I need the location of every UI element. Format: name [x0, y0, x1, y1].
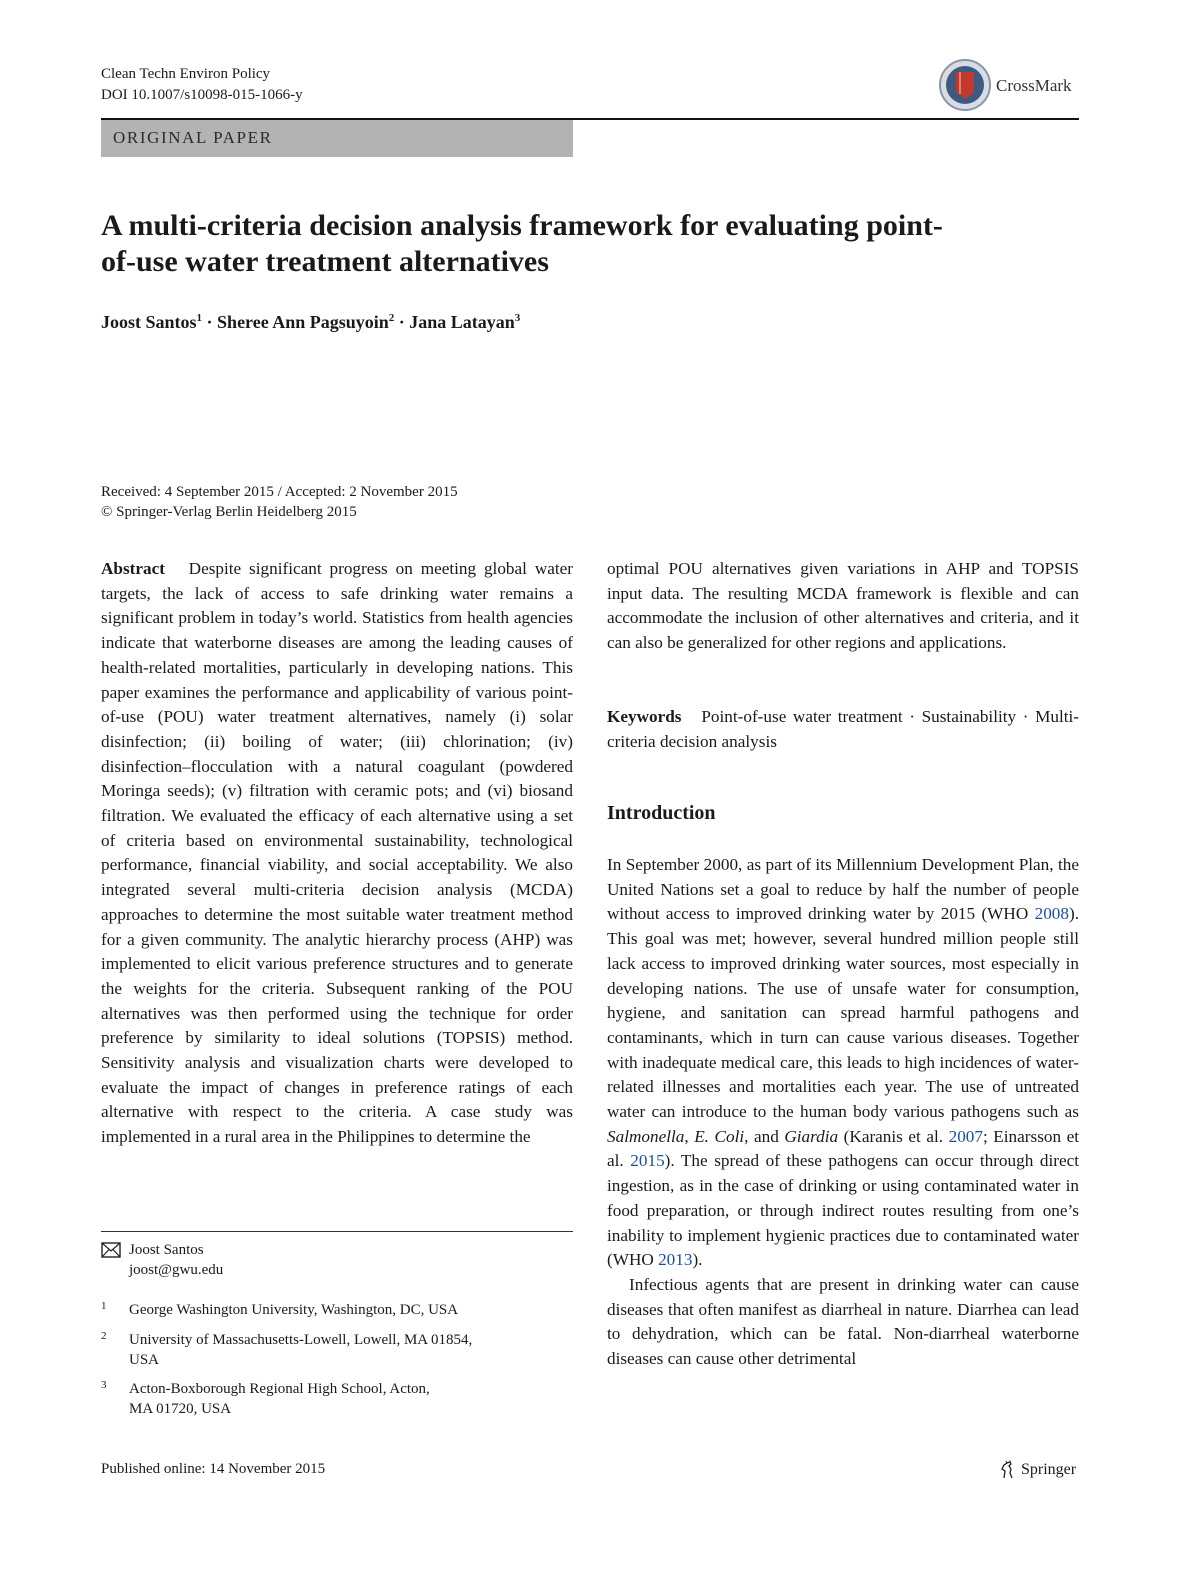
crossmark-label: CrossMark	[996, 76, 1072, 95]
abstract-continuation	[607, 557, 1079, 656]
doi[interactable]: DOI 10.1007/s10098-015-1066-y	[101, 87, 303, 103]
published-online: Published online: 14 November 2015	[101, 1461, 326, 1477]
author-name[interactable]: Sheree Ann Pagsuyoin	[217, 312, 389, 332]
intro-paragraph-1: In September 2000, as part of its Millennium Development Plan, the United Nations set a goal to reduce by half the number of people without access to improved drinking water by 2015 (WHO 2008). This goal was met; however, several hundred million people still lack access to improved drinking water sources, most especially in developing nations. The use of unsafe water for consumption, hygiene, and sanitation can spread harmful pathogens and contaminants, which in turn can cause various diseases. Together with inadequate medical care, this leads to high incidences of water-related illnesses and mortalities each year. The use of untreated water can introduce to the human body various pathogens such as Salmonella, E. Coli, and Giardia (Karanis et al. 2007; Einarsson et al. 2015). The spread of these pathogens can occur through direct ingestion, as in the case of drinking or using contaminated water in food preparation, or through indirect routes resulting from one’s inability to implement hygienic practices due to contaminated water (WHO 2013).	[607, 855, 1080, 1270]
received-accepted: Received: 4 September 2015 / Accepted: 2 November 2015	[101, 484, 458, 500]
contact-email[interactable]: joost@gwu.edu	[129, 1262, 224, 1278]
author-affiliation: 2	[388, 312, 395, 324]
introduction-heading: Introduction	[607, 802, 716, 824]
abstract-block	[101, 557, 573, 1150]
citation-link[interactable]: 2007	[948, 1126, 983, 1146]
title-line-2: of-use water treatment alternatives	[101, 245, 549, 278]
footnote-rule	[101, 1231, 573, 1232]
affiliation-text: Acton-Boxborough Regional High School, Acton,	[129, 1381, 430, 1397]
envelope-icon	[101, 1242, 121, 1258]
affiliation-number: 2	[101, 1330, 107, 1342]
pathogen-name: Giardia	[784, 1126, 839, 1146]
paper-type-band	[101, 120, 573, 157]
publisher-name: Springer	[1021, 1461, 1077, 1478]
author-list	[101, 312, 520, 333]
author-separator: ·	[206, 312, 213, 332]
springer-logo	[998, 1460, 1080, 1482]
keywords-block	[607, 705, 1079, 754]
affiliation-number: 1	[101, 1300, 107, 1312]
introduction-body	[607, 853, 1079, 1372]
springer-horse-icon	[998, 1460, 1018, 1480]
affiliation-number: 3	[101, 1379, 107, 1391]
affiliation-text: University of Massachusetts-Lowell, Lowell, MA 01854,	[129, 1332, 473, 1348]
affiliation-text: George Washington University, Washington, DC, USA	[129, 1302, 459, 1318]
paper-type: ORIGINAL PAPER	[113, 128, 273, 147]
citation-link[interactable]: 2015	[630, 1151, 665, 1171]
keywords-text: Point-of-use water treatment · Sustainability · Multi-criteria decision analysis	[607, 707, 1079, 751]
article-dates	[101, 482, 458, 522]
intro-paragraph-2: Infectious agents that are present in drinking water can cause diseases that often manifest as diarrheal in nature. Diarrhea can lead to dehydration, which can be fatal. Non-diarrheal waterborne diseases can cause other detrimental	[607, 1274, 1079, 1369]
affiliation-text: USA	[129, 1352, 160, 1368]
abstract-text: Despite significant progress on meeting global water targets, the lack of access to safe drinking water remains a significant problem in today’s world. Statistics from health agencies indicate that waterborne diseases are among the leading causes of health-related mortalities, particularly in developing nations. This paper examines the performance and applicability of various point-of-use (POU) water treatment alternatives, namely (i) solar disinfection; (ii) boiling of water; (iii) chlorination; (iv) disinfection–flocculation with a natural coagulant (powdered Moringa seeds); (v) filtration with ceramic pots; and (vi) biosand filtration. We evaluated the efficacy of each alternative using a set of criteria based on environmental sustainability, technological performance, financial viability, and social acceptability. We also integrated several multi-criteria decision analysis (MCDA) approaches to determine the most suitable water treatment method for a given community. The analytic hierarchy process (AHP) was implemented to elicit various preference structures and to generate the weights for the criteria. Subsequent ranking of the POU alternatives was then performed using the technique for order preference by similarity to ideal solutions (TOPSIS) method. Sensitivity analysis and visualization charts were developed to evaluate the impact of changes in preference ratings of each alternative with respect to the criteria. A case study was implemented in a rural area in the Philippines to determine the	[101, 559, 573, 1147]
contact-name: Joost Santos	[129, 1242, 204, 1258]
author-affiliation: 3	[514, 312, 521, 324]
citation-link[interactable]: 2013	[658, 1250, 693, 1270]
title-line-1: A multi-criteria decision analysis framework for evaluating point-	[101, 209, 943, 242]
citation-link[interactable]: 2008	[1034, 904, 1069, 924]
crossmark-icon	[938, 58, 992, 112]
paper-title	[101, 208, 1021, 280]
abstract-continuation-text: optimal POU alternatives given variations in AHP and TOPSIS input data. The resulting MCDA framework is flexible and can accommodate the inclusion of other alternatives and criteria, and it can also be generalized for other regions and applications.	[607, 559, 1079, 653]
abstract-label: Abstract	[101, 559, 165, 578]
pathogen-name: E. Coli	[694, 1126, 745, 1146]
author-affiliation: 1	[196, 312, 203, 324]
pathogen-name: Salmonella	[607, 1126, 685, 1146]
copyright: © Springer-Verlag Berlin Heidelberg 2015	[101, 504, 357, 520]
journal-name: Clean Techn Environ Policy	[101, 66, 271, 82]
crossmark-badge[interactable]	[938, 58, 1080, 114]
author-name[interactable]: Joost Santos	[101, 312, 197, 332]
keywords-label: Keywords	[607, 707, 682, 726]
author-name[interactable]: Jana Latayan	[409, 312, 515, 332]
affiliation-text: MA 01720, USA	[129, 1401, 232, 1417]
author-separator: ·	[398, 312, 405, 332]
journal-header	[101, 64, 303, 106]
